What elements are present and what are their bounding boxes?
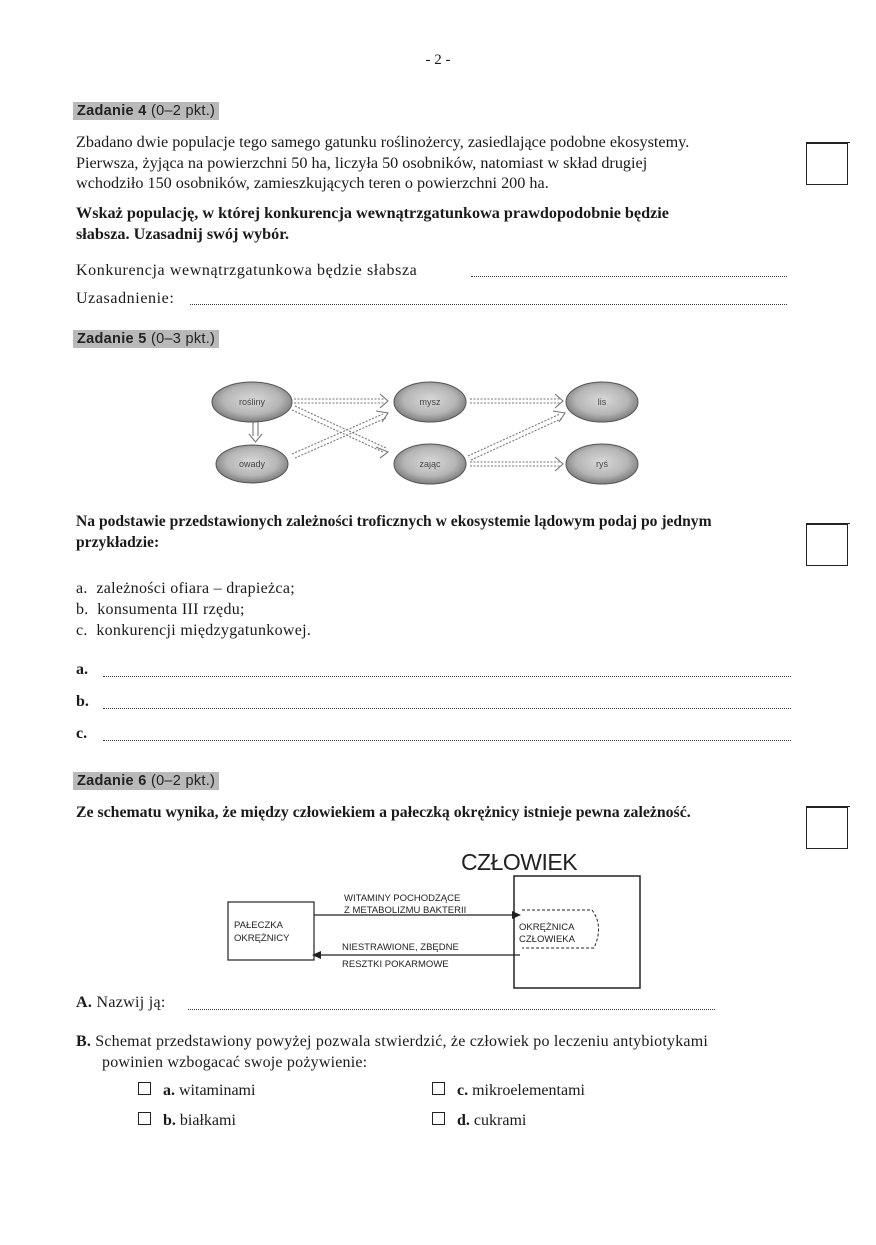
- task5-answer-c-field[interactable]: [103, 740, 791, 741]
- arrowhead-rosliny-zajac: [376, 447, 388, 458]
- option-c[interactable]: [432, 1082, 585, 1100]
- question-b-line1: Schemat przedstawiony powyżej pozwala stwierdzić, że człowiek po leczeniu antybiotykami: [95, 1033, 709, 1050]
- question-a-text: Nazwij ją:: [96, 994, 166, 1011]
- node-rys-label: ryś: [596, 459, 608, 469]
- symbiosis-scheme: [222, 842, 652, 992]
- task4-instruction-line: słabsza. Uzasadnij swój wybór.: [76, 224, 290, 243]
- task6-question-a: [76, 994, 166, 1012]
- node-rosliny-label: rośliny: [238, 397, 266, 407]
- task5-answer-b-field[interactable]: [103, 708, 791, 709]
- arrow-owady-mysz: [292, 414, 383, 454]
- task4-instruction-line: Wskaż populację, w której konkurencja wewnątrzgatunkowa prawdopodobnie będzie: [76, 204, 669, 222]
- food-web-diagram: [200, 372, 660, 492]
- list-item-letter: c.: [76, 622, 88, 639]
- task5-answer-c-letter: c.: [76, 725, 88, 742]
- arrow-zajac-lis: [468, 414, 560, 456]
- option-d-text: cukrami: [473, 1112, 527, 1129]
- task4-heading: [73, 102, 219, 120]
- option-a[interactable]: [138, 1082, 255, 1100]
- task6-heading: [73, 772, 219, 790]
- task6-instruction: Ze schematu wynika, że między człowiekiem a pałeczką okrężnicy istnieje pewna zależność.: [76, 804, 691, 821]
- vitamins-label-line2: Z METABOLIZMU BAKTERII: [344, 905, 467, 916]
- task5-answer-a-letter: a.: [76, 661, 88, 678]
- colon-label-line1: OKRĘŻNICA: [519, 922, 575, 933]
- list-item: [76, 620, 311, 641]
- task5-score-box[interactable]: [806, 524, 848, 566]
- option-d-checkbox[interactable]: [432, 1112, 445, 1125]
- task5-heading-points: (0–3 pkt.): [150, 331, 216, 347]
- task4-answer-label: Konkurencja wewnątrzgatunkowa będzie słabsza: [76, 262, 418, 279]
- task4-score-box[interactable]: [806, 143, 848, 185]
- page-number: - 2 -: [425, 52, 451, 68]
- list-item: [76, 578, 311, 599]
- task4-intro-line: Zbadano dwie populacje tego samego gatunku roślinożercy, zasiedlające podobne ekosystemy.: [76, 133, 690, 151]
- question-letter: B.: [76, 1033, 92, 1050]
- arrow-rosliny-zajac: [292, 410, 383, 452]
- list-item-letter: b.: [76, 601, 89, 618]
- task6-question-b: [76, 1031, 708, 1073]
- task4-heading-points: (0–2 pkt.): [150, 103, 216, 119]
- task4-intro-line: wchodziło 150 osobników, zamieszkujących teren o powierzchni 200 ha.: [76, 174, 549, 192]
- task4-intro: [76, 132, 796, 194]
- residues-label-line1: NIESTRAWIONE, ZBĘDNE: [342, 942, 459, 953]
- option-b-text: białkami: [179, 1112, 236, 1129]
- node-mysz-label: mysz: [419, 397, 441, 407]
- arrow-rosliny-zajac-b: [295, 406, 386, 448]
- list-item-text: zależności ofiara – drapieżca;: [96, 580, 295, 597]
- task5-answer-a-field[interactable]: [103, 676, 791, 677]
- residues-arrowhead: [312, 951, 321, 959]
- arrowhead-rosliny-mysz: [380, 394, 388, 408]
- task5-heading-title: Zadanie 5: [77, 331, 147, 347]
- list-item-text: konkurencji międzygatunkowej.: [96, 622, 312, 639]
- node-owady-label: owady: [238, 459, 266, 469]
- vitamins-label-line1: WITAMINY POCHODZĄCE: [344, 893, 461, 904]
- option-c-letter: c.: [457, 1082, 469, 1099]
- colon-label-line2: CZŁOWIEKA: [519, 934, 575, 945]
- option-a-text: witaminami: [179, 1082, 256, 1099]
- option-b-letter: b.: [163, 1112, 176, 1129]
- list-item-text: konsumenta III rzędu;: [97, 601, 245, 618]
- question-letter: A.: [76, 994, 93, 1011]
- task4-answer-field[interactable]: [471, 276, 787, 277]
- node-zajac-label: zając: [419, 459, 441, 469]
- task4-justify-field[interactable]: [190, 304, 787, 305]
- task4-justify-label: Uzasadnienie:: [76, 290, 175, 307]
- task5-instruction-line: Na podstawie przedstawionych zależności troficznych w ekosystemie lądowym podaj po jednym: [76, 513, 712, 530]
- bacterium-label-line2: OKRĘŻNICY: [234, 933, 290, 944]
- option-b[interactable]: [138, 1112, 236, 1130]
- task6-heading-points: (0–2 pkt.): [150, 773, 216, 789]
- task6-score-box[interactable]: [806, 807, 848, 849]
- bacterium-label-line1: PAŁECZKA: [234, 920, 283, 931]
- arrowhead-rosliny-owady: [249, 434, 262, 442]
- task6-heading-title: Zadanie 6: [77, 773, 147, 789]
- task5-heading: [73, 330, 219, 348]
- option-a-checkbox[interactable]: [138, 1082, 151, 1095]
- option-a-letter: a.: [163, 1082, 175, 1099]
- task5-instruction-line: przykładzie:: [76, 533, 160, 551]
- bacterium-box: [228, 902, 314, 960]
- residues-label-line2: RESZTKI POKARMOWE: [342, 959, 449, 970]
- arrow-zajac-lis-b: [471, 418, 563, 460]
- arrow-owady-mysz-b: [295, 418, 386, 458]
- option-b-checkbox[interactable]: [138, 1112, 151, 1125]
- task6-answer-a-field[interactable]: [188, 1009, 715, 1010]
- task5-items: [76, 578, 311, 641]
- vitamins-arrowhead: [512, 911, 521, 919]
- node-lis-label: lis: [597, 397, 607, 407]
- task5-instruction: [76, 512, 800, 553]
- option-c-checkbox[interactable]: [432, 1082, 445, 1095]
- task4-instruction: [76, 203, 796, 244]
- list-item-letter: a.: [76, 580, 88, 597]
- list-item: [76, 599, 311, 620]
- question-b-line2: powinien wzbogacać swoje pożywienie:: [102, 1054, 368, 1071]
- option-d-letter: d.: [457, 1112, 470, 1129]
- task5-answer-b-letter: b.: [76, 693, 89, 710]
- arrowhead-mysz-lis: [555, 394, 563, 408]
- option-d[interactable]: [432, 1112, 526, 1130]
- arrowhead-zajac-rys: [555, 457, 563, 471]
- option-c-text: mikroelementami: [472, 1082, 585, 1099]
- task4-heading-title: Zadanie 4: [77, 103, 147, 119]
- task4-intro-line: Pierwsza, żyjąca na powierzchni 50 ha, liczyła 50 osobników, natomiast w skład drugiej: [76, 153, 648, 172]
- human-title: CZŁOWIEK: [460, 849, 578, 875]
